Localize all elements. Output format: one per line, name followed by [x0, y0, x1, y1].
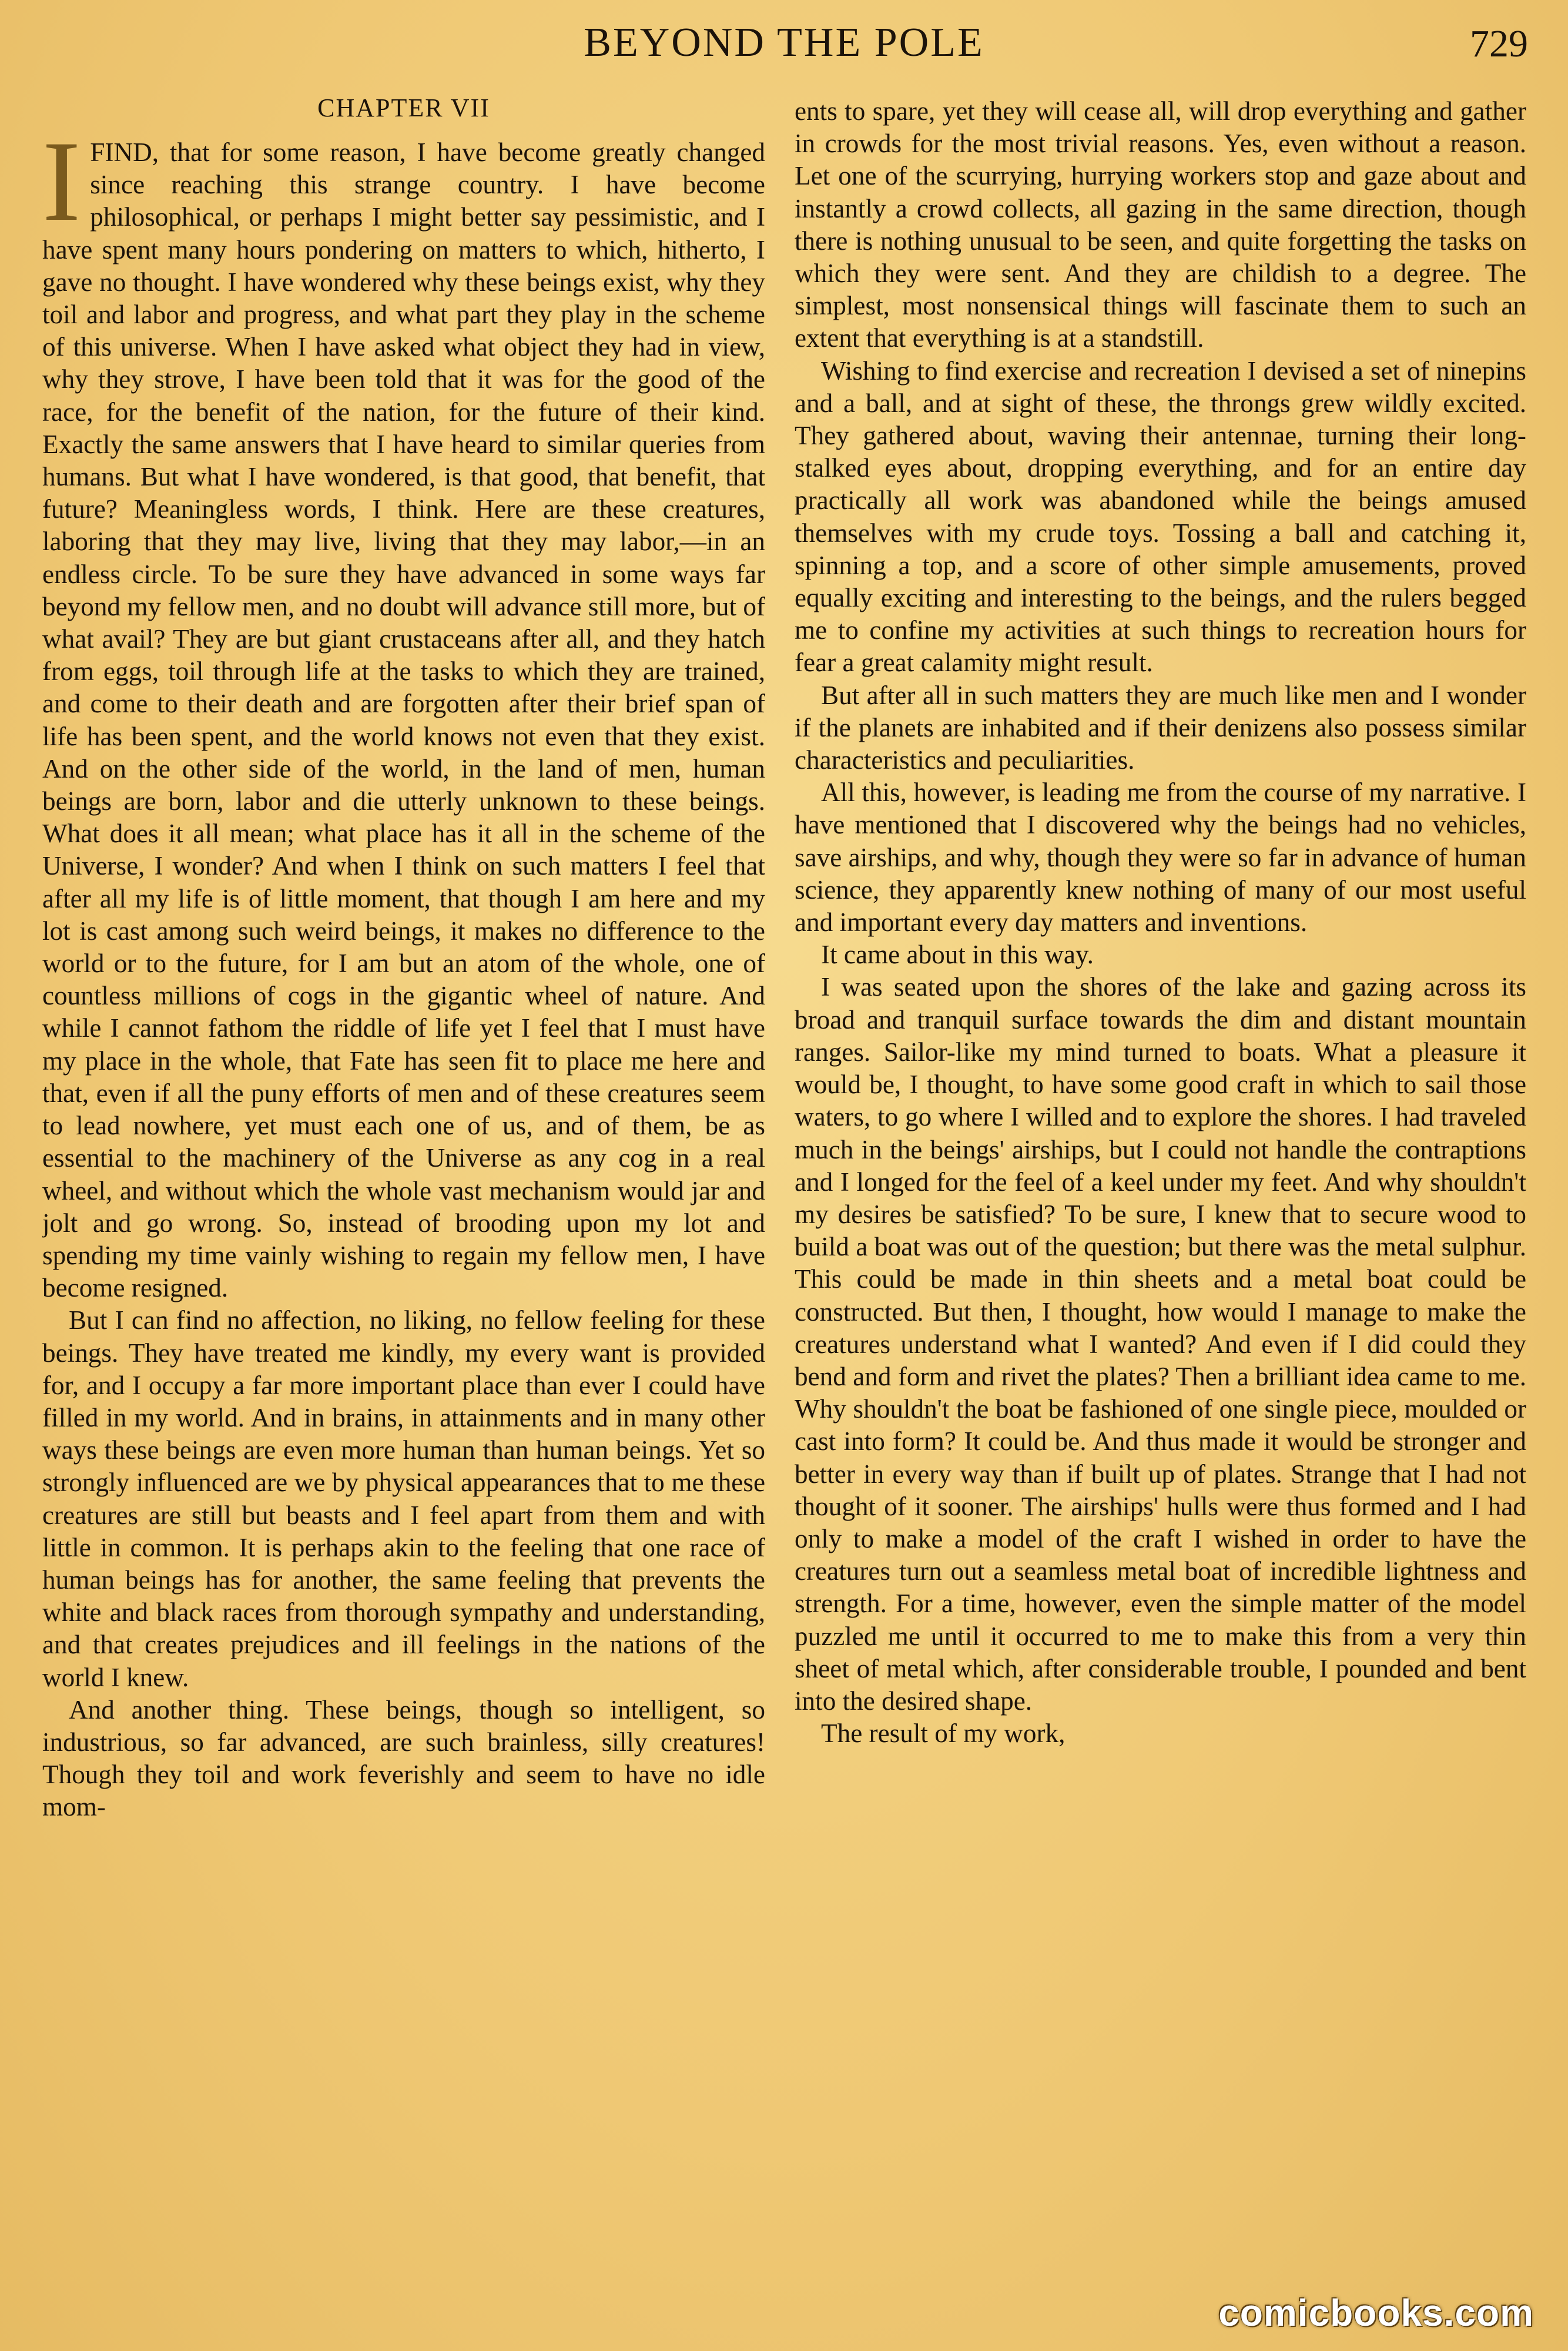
running-header: BEYOND THE POLE	[584, 20, 984, 65]
chapter-heading: CHAPTER VII	[317, 94, 490, 122]
paragraph: Wishing to find exercise and recreation I devised a set of ninepins and a ball, and at sight of these, the throngs grew wildly excited. They gathered about, waving their antennae, turning their long-stalked eyes about, dropping everything, and for an entire day practically all work was abandoned while the beings amused themselves with my crude toys. Tossing a ball and catching it, spinning a top, and a score of other simple amusements, proved equally exciting and interesting to the beings, and the rulers begged me to confine my activities at such things to recreation hours for fear a great calamity might result.	[795, 356, 1526, 678]
watermark-logo: comicbooks.com	[1218, 2292, 1534, 2334]
right-column	[795, 95, 1526, 2311]
paragraph	[42, 118, 765, 1304]
paragraph: The result of my work,	[821, 1719, 1066, 1749]
paragraph: I was seated upon the shores of the lake and gazing across its broad and tranquil surface towards the dim and distant mountain ranges. Sailor-like my mind turned to boats. What a pleasure it would be, I thought, to have some good craft in which to sail those waters, to go where I willed and to explore the shores. I had traveled much in the beings' airships, but I could not handle the contraptions and I longed for the feel of a keel under my feet. And why shouldn't my desires be satisfied? To be sure, I knew that to secure wood to build a boat was out of the question; but there was the metal sulphur. This could be made in thin sheets and a metal boat could be constructed. But then, I thought, how would I manage to make the creatures understand what I wanted? And even if I did could they bend and form and rivet the plates? Then a brilliant idea came to me. Why shouldn't the boat be fashioned of one single piece, moulded or cast into form? It could be. And thus made it would be stronger and better in every way than if built up of plates. Strange that I had not thought of it sooner. The airships' hulls were thus formed and I had only to make a model of the craft I wished in order to have the creatures turn out a seamless metal boat of incredible lightness and strength. For a time, however, even the simple matter of the model puzzled me until it occurred to me to make this from a very thin sheet of metal which, after considerable trouble, I pounded and bent into the desired shape.	[795, 972, 1526, 1716]
paragraph-text: FIND, that for some reason, I have become greatly changed since reaching this strange country. I have become philosophical, or perhaps I might better say pessimistic, and I have spent many hours pondering on matters to which, hitherto, I gave no thought. I have wondered why these beings exist, why they toil and labor and progress, and what part they play in the scheme of this universe. When I have asked what object they had in view, why they strove, I have been told that it was for the good of the race, for the benefit of the nation, for the future of their kind. Exactly the same answers that I have heard to similar queries from humans. But what I have wondered, is that good, that benefit, that future? Meaningless words, I think. Here are these creatures, laboring that they may live, living that they may labor,—in an endless circle. To be sure they have advanced in some ways far beyond my fellow men, and no doubt will advance still more, but of what avail? They are but giant crustaceans after all, and they hatch from eggs, toil through life at the tasks to which they are trained, and come to their death and are forgotten after their brief span of life has been spent, and the world knows not even that they exist. And on the other side of the world, in the land of men, human beings are born, labor and die utterly unknown to these beings. What does it all mean; what place has it all in the scheme of the Universe, I wonder? And when I think on such matters I feel that after all my life is of little moment, that though I am here and my lot is cast among such weird beings, it makes no difference to the world or to the future, for I am but an atom of the whole, one of countless millions of cogs in the gigantic wheel of nature. And while I cannot fathom the riddle of life yet I feel that I must have my place in the whole, that Fate has seen fit to place me here and that, even if all the puny efforts of men and of these creatures seem to lead nowhere, yet must each one of us, and of them, be as essential to the machinery of the Universe as any cog in a real wheel, and without which the whole vast mechanism would jar and jolt and go wrong. So, instead of brooding upon my lot and spending my time vainly wishing to regain my fellow men, I have become resigned.	[42, 138, 765, 1303]
paragraph: All this, however, is leading me from the course of my narrative. I have mentioned that I discovered why the beings had no vehicles, save airships, and why, though they were so far in advance of human science, they apparently knew nothing of many of our most useful and important every day matters and inventions.	[795, 778, 1526, 937]
paragraph: But I can find no affection, no liking, no fellow feeling for these beings. They have treated me kindly, my every want is provided for, and I occupy a far more important place than ever I could have filled in my world. And in brains, in attainments and in many other ways these beings are even more human than human beings. Yet so strongly influenced are we by physical appearances that to me these creatures are still but beasts and I feel apart from them and with little in common. It is perhaps akin to the feeling that one race of human beings has for another, the same feeling that prevents the white and black races from thorough sympathy and understanding, and that creates prejudices and ill feelings in the nations of the world I knew.	[42, 1305, 765, 1692]
drop-cap: I	[42, 118, 81, 245]
paragraph: ents to spare, yet they will cease all, will drop everything and gather in crowds for the most trivial reasons. Yes, even without a reason. Let one of the scurrying, hurrying workers stop and gaze about and instantly a crowd collects, all gazing in the same direction, though there is nothing unusual to be seen, and quite forgetting the tasks on which they were sent. And they are childish to a degree. The simplest, most nonsensical things will fascinate them to such an extent that everything is at a standstill.	[795, 96, 1526, 353]
paragraph: It came about in this way.	[821, 940, 1094, 970]
page-number: 729	[1470, 22, 1528, 65]
left-column	[42, 94, 765, 2310]
paragraph: And another thing. These beings, though so intelligent, so industrious, so far advanced, are such brainless, silly creatures! Though they toil and work feverishly and seem to have no idle mom-	[42, 1694, 765, 1822]
paragraph: But after all in such matters they are much like men and I wonder if the planets are inhabited and if their denizens also possess similar characteristics and peculiarities.	[795, 680, 1526, 775]
